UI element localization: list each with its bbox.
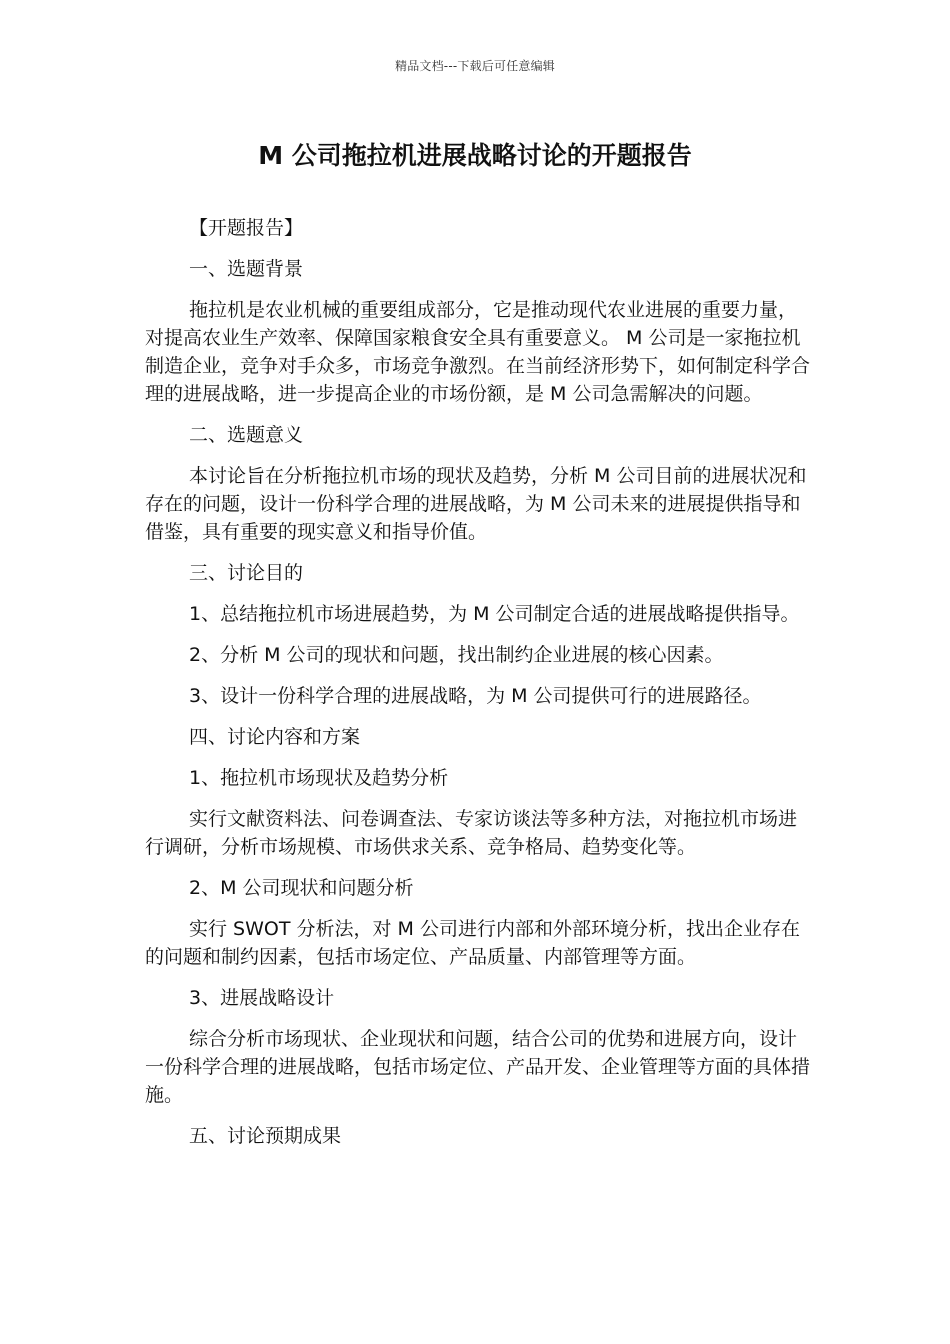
section-heading-significance: 二、选题意义 <box>189 424 304 446</box>
section-heading-outcomes: 五、讨论预期成果 <box>189 1125 342 1147</box>
background-paragraph: 拖拉机是农业机械的重要组成部分，它是推动现代农业进展的重要力量，对提高农业生产效率、保障国家粮食安全具有重要意义。 M 公司是一家拖拉机制造企业，竞争对手众多，市场竞争激烈。在当前经济形势下，如何制定科学合理的进展战略，进一步提高企业的市场份额，是 M 公司急需解决的问题。 <box>145 299 811 405</box>
report-label: 【开题报告】 <box>189 217 304 239</box>
content-subheading-1: 1、拖拉机市场现状及趋势分析 <box>189 767 449 789</box>
purpose-item-2: 2、分析 M 公司的现状和问题，找出制约企业进展的核心因素。 <box>189 644 724 666</box>
content-paragraph-2: 实行 SWOT 分析法，对 M 公司进行内部和外部环境分析，找出企业存在的问题和制约因素，包括市场定位、产品质量、内部管理等方面。 <box>145 918 800 968</box>
document-body <box>145 214 810 1163</box>
content-subheading-2: 2、M 公司现状和问题分析 <box>189 877 414 899</box>
header-note: 精品文档---下载后可任意编辑 <box>395 59 555 73</box>
section-heading-purpose: 三、讨论目的 <box>189 562 304 584</box>
section-heading-background: 一、选题背景 <box>189 258 304 280</box>
purpose-item-3: 3、设计一份科学合理的进展战略，为 M 公司提供可行的进展路径。 <box>189 685 762 707</box>
document-title: M 公司拖拉机进展战略讨论的开题报告 <box>258 141 692 170</box>
purpose-item-1: 1、总结拖拉机市场进展趋势，为 M 公司制定合适的进展战略提供指导。 <box>189 603 800 625</box>
section-heading-content: 四、讨论内容和方案 <box>189 726 361 748</box>
content-subheading-3: 3、进展战略设计 <box>189 987 335 1009</box>
significance-paragraph: 本讨论旨在分析拖拉机市场的现状及趋势，分析 M 公司目前的进展状况和存在的问题，设计一份科学合理的进展战略，为 M 公司未来的进展提供指导和借鉴，具有重要的现实意义和指导价值。 <box>145 465 807 543</box>
content-paragraph-3: 综合分析市场现状、企业现状和问题，结合公司的优势和进展方向，设计一份科学合理的进展战略，包括市场定位、产品开发、企业管理等方面的具体措施。 <box>145 1028 811 1106</box>
content-paragraph-1: 实行文献资料法、问卷调查法、专家访谈法等多种方法，对拖拉机市场进行调研，分析市场规模、市场供求关系、竞争格局、趋势变化等。 <box>145 808 798 858</box>
